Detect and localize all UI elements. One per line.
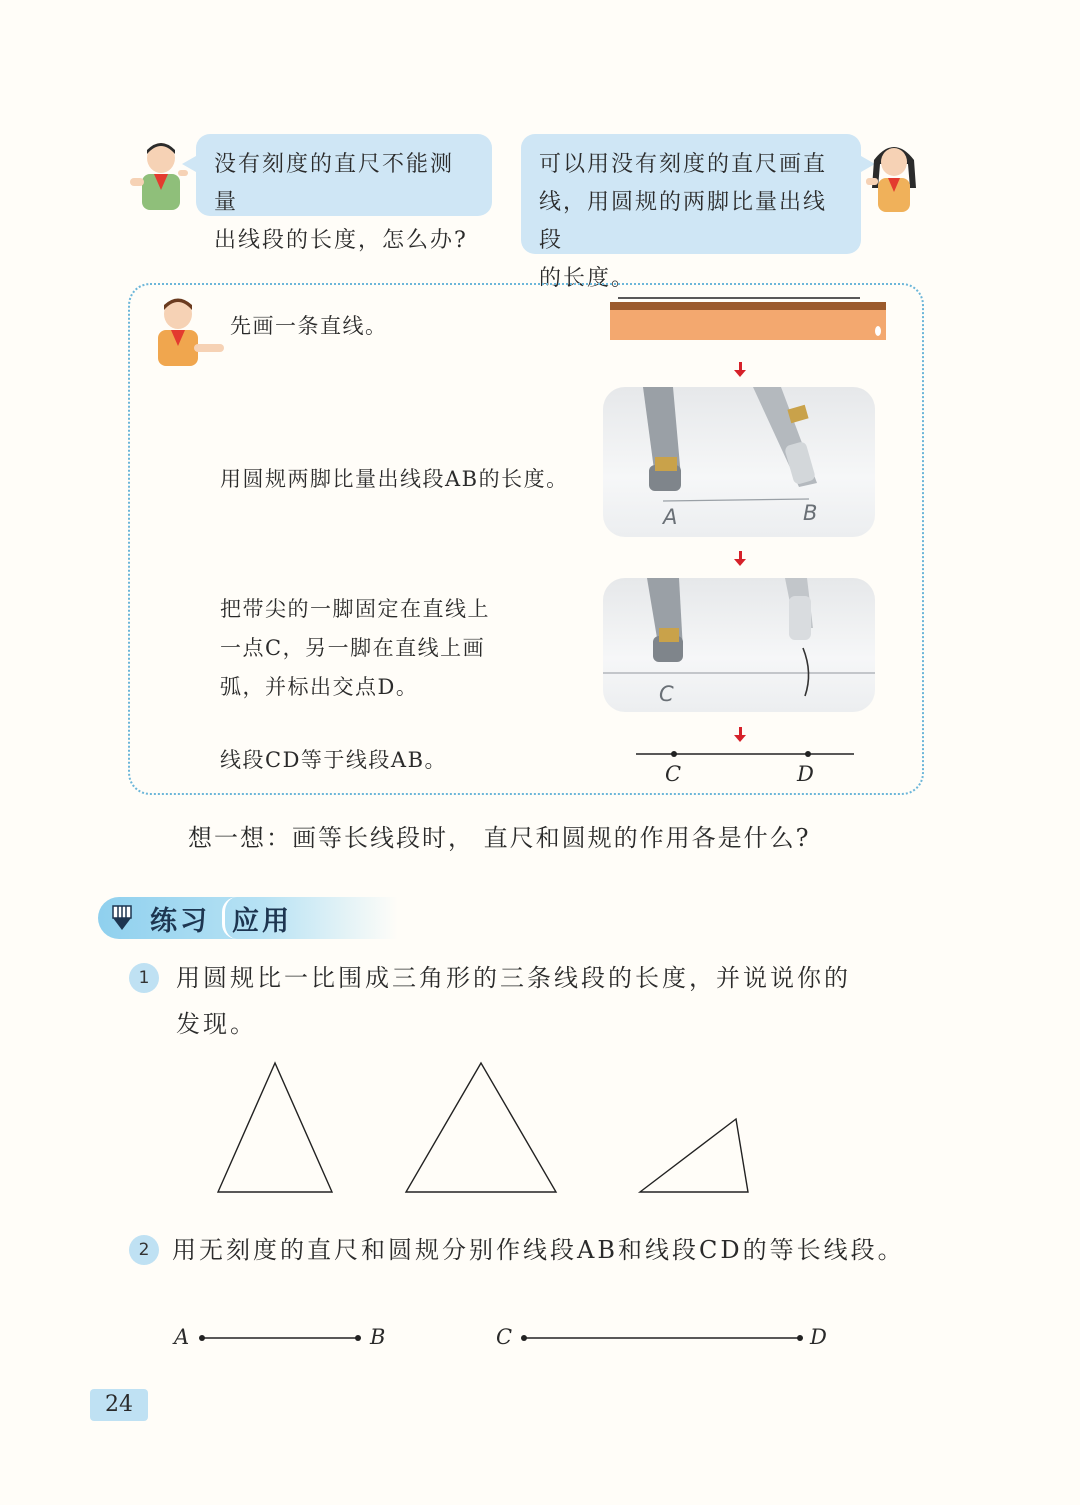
girl-character-illustration	[866, 138, 922, 214]
step3-line1: 把带尖的一脚固定在直线上	[220, 597, 490, 621]
segment-ab	[198, 1332, 362, 1344]
question-1-number: 1	[129, 963, 159, 993]
segment-label-a: A	[174, 1325, 190, 1349]
bubble-left-line1: 没有刻度的直尺不能测量	[214, 152, 455, 215]
triangle-1	[218, 1063, 332, 1192]
question-1-line1: 用圆规比一比围成三角形的三条线段的长度，并说说你的	[176, 964, 851, 992]
banner-word-apply: 应用	[232, 906, 292, 937]
practice-banner	[98, 897, 398, 939]
step1-text: 先画一条直线。	[230, 314, 388, 338]
think-prompt: 想一想：画等长线段时， 直尺和圆规的作用各是什么?	[188, 824, 811, 852]
result-label-c: C	[665, 762, 682, 786]
triangles-figure	[210, 1055, 770, 1200]
segment-label-b: B	[370, 1325, 386, 1349]
step4-text: 线段CD等于线段AB。	[220, 748, 448, 772]
result-segment-cd	[636, 747, 856, 761]
ruler-illustration	[608, 294, 888, 342]
triangle-2	[406, 1063, 556, 1192]
bubble-right-line3: 的长度。	[539, 266, 636, 291]
pencil-icon	[110, 904, 134, 932]
step3-text	[220, 590, 490, 707]
step3-line3: 弧，并标出交点D。	[220, 675, 419, 699]
triangle-3	[640, 1119, 748, 1192]
segment-cd	[520, 1332, 804, 1344]
demonstration-box	[128, 283, 924, 795]
step3-line2: 一点C，另一脚在直线上画	[220, 636, 486, 660]
page-number: 24	[90, 1389, 148, 1421]
banner-word-practice: 练习	[150, 906, 210, 937]
speech-bubble-left	[196, 134, 492, 253]
bubble-left-line2: 出线段的长度，怎么办?	[214, 228, 468, 253]
boy-pointing-illustration	[148, 294, 226, 368]
question-2-number: 2	[129, 1235, 159, 1265]
question-2-text: 用无刻度的直尺和圆规分别作线段AB和线段CD的等长线段。	[172, 1236, 905, 1264]
result-label-d: D	[797, 762, 814, 786]
question-1-text	[176, 955, 851, 1047]
step2-text: 用圆规两脚比量出线段AB的长度。	[220, 467, 569, 491]
compass-measuring-photo	[603, 387, 875, 537]
photo-label-c: C	[659, 682, 674, 706]
segment-label-c: C	[496, 1325, 513, 1349]
bubble-right-line2: 线，用圆规的两脚比量出线段	[539, 190, 828, 253]
bubble-right-line1: 可以用没有刻度的直尺画直	[539, 152, 828, 177]
speech-bubble-right	[521, 134, 861, 291]
question-1-line2: 发现。	[176, 1010, 257, 1038]
segment-label-d: D	[810, 1325, 827, 1349]
boy-character-illustration	[128, 138, 194, 214]
photo-label-a: A	[663, 505, 678, 529]
photo-label-b: B	[803, 501, 818, 525]
compass-arc-photo	[603, 578, 875, 712]
